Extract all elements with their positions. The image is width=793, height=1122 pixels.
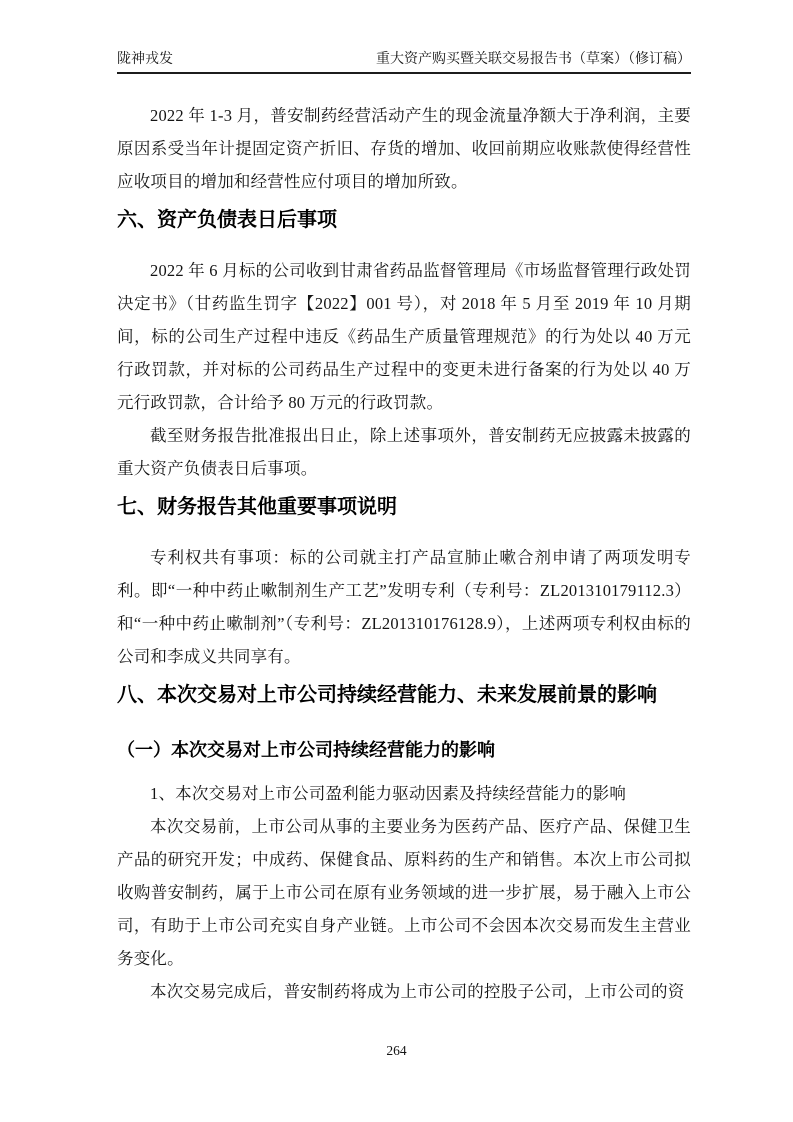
section-heading-7-other-important-matters: 七、财务报告其他重要事项说明 [117,496,397,518]
paragraph-before-transaction: 本次交易前，上市公司从事的主要业务为医药产品、医疗产品、保健卫生产品的研究开发；中成药、保健食品、原料药的生产和销售。本次上市公司拟收购普安制药，属于上市公司在原有业务领域的进一步扩展，易于融入上市公司，有助于上市公司充实自身产业链。上市公司不会因本次交易而发生主营业务变化。 [117,817,691,968]
section-heading-8-transaction-impact: 八、本次交易对上市公司持续经营能力、未来发展前景的影响 [117,684,657,706]
page-content [117,0,691,1008]
paragraph-administrative-penalty: 2022 年 6 月标的公司收到甘肃省药品监督管理局《市场监督管理行政处罚决定书》（甘药监生罚字【2022】001 号），对 2018 年 5 月至 2019 年 10 月期间，标的公司生产过程中违反《药品生产质量管理规范》的行为处以 40 万元行政罚款，并对标的公司药品生产过程中的变更未进行备案的行为处以 40 万元行政罚款，合计给予 80 万元的行政罚款。 [117,261,691,412]
paragraph-no-undisclosed-events: 截至财务报告批准报出日止，除上述事项外，普安制药无应披露未披露的重大资产负债表日后事项。 [117,426,691,478]
paragraph-patent-co-ownership: 专利权共有事项：标的公司就主打产品宣肺止嗽合剂申请了两项发明专利。即“一种中药止嗽制剂生产工艺”发明专利（专利号：ZL201310179112.3）和“一种中药止嗽制剂”（专利号：ZL201310176128.9），上述两项专利权由标的公司和李成义共同享有。 [117,548,691,666]
header-company-name: 陇神戎发 [117,52,173,67]
header-doc-title: 重大资产购买暨关联交易报告书（草案）（修订稿） [376,52,691,67]
subsection-heading-1-going-concern-impact: （一）本次交易对上市公司持续经营能力的影响 [117,740,495,760]
paragraph-cashflow: 2022 年 1-3 月，普安制药经营活动产生的现金流量净额大于净利润，主要原因系受当年计提固定资产折旧、存货的增加、收回前期应收账款使得经营性应收项目的增加和经营性应付项目的增加所致。 [117,106,691,191]
page-number: 264 [386,1043,407,1058]
section-heading-6-balance-sheet-events: 六、资产负债表日后事项 [117,209,337,231]
paragraph-item-1-title: 1、本次交易对上市公司盈利能力驱动因素及持续经营能力的影响 [150,784,627,803]
running-header [117,0,691,74]
paragraph-after-transaction: 本次交易完成后，普安制药将成为上市公司的控股子公司，上市公司的资 [150,982,685,1001]
